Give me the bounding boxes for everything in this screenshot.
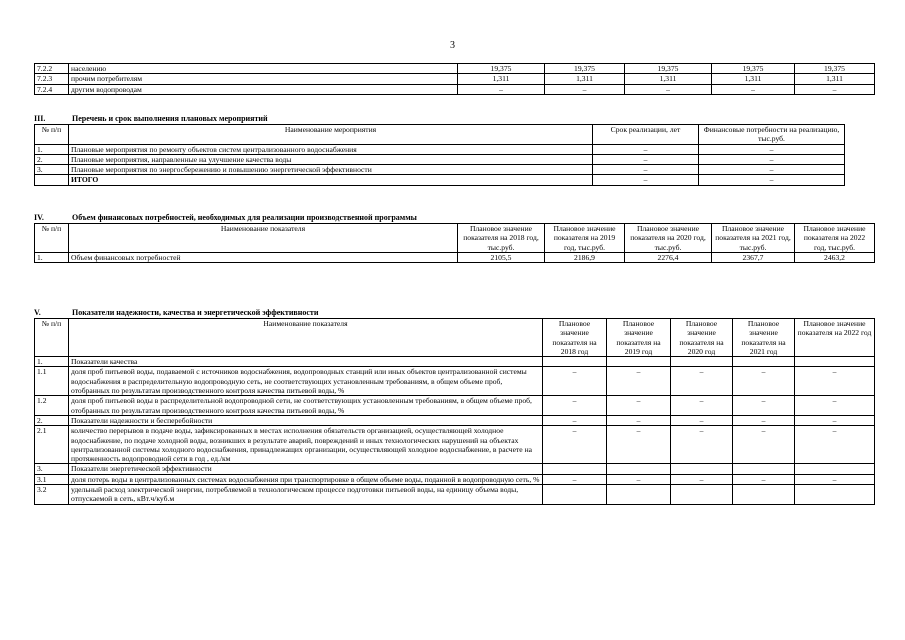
row-value: 19,375 (712, 64, 795, 74)
row-name: прочим потребителям (69, 74, 458, 84)
row-value: – (607, 426, 671, 464)
table-row (35, 485, 875, 505)
table-row (35, 396, 875, 416)
row-term: – (593, 144, 699, 154)
table-row (35, 144, 845, 154)
row-value: – (671, 396, 733, 416)
row-value: – (795, 415, 875, 425)
row-number: 3. (35, 464, 69, 474)
section4-table (34, 223, 875, 263)
row-value: 19,375 (795, 64, 875, 74)
row-value: – (733, 415, 795, 425)
row-value (671, 464, 733, 474)
section4-number: IV. (34, 213, 44, 222)
row-value (607, 485, 671, 505)
section3-number: III. (34, 114, 46, 123)
row-value: – (733, 396, 795, 416)
row-value: – (607, 396, 671, 416)
row-value: – (607, 474, 671, 484)
row-name: количество перерывов в подаче воды, зафиксированных в местах исполнения обязательств организацией, осуществляющей холодное водоснабжение, по подаче холодной воды, возникших в результате аварий, повреждений и иных технологических нарушений на объектах централизованной системы холодного водоснабжения, принадлежащих организации, осуществляющей холодное водоснабжение, в расчете на протяженность водопроводной сети в год , ед./км (69, 426, 543, 464)
row-value: 2276,4 (625, 252, 712, 262)
s3-header-name: Наименование мероприятия (69, 125, 593, 145)
table-row (35, 64, 875, 74)
row-value (671, 485, 733, 505)
s5-header-year: Плановое значение показателя на 2018 год (543, 319, 607, 357)
row-value: – (607, 367, 671, 396)
row-name: другим водопроводам (69, 84, 458, 94)
row-finance: – (699, 165, 845, 175)
section5-number: V. (34, 308, 41, 317)
row-name: Плановые мероприятия, направленные на улучшение качества воды (69, 154, 593, 164)
row-value: 1,311 (458, 74, 545, 84)
row-value (795, 485, 875, 505)
row-value (733, 485, 795, 505)
section3-heading (34, 114, 268, 123)
row-value: – (543, 474, 607, 484)
row-value (733, 357, 795, 367)
row-value: – (671, 426, 733, 464)
top-table (34, 63, 875, 95)
row-term: – (593, 154, 699, 164)
row-value: – (733, 474, 795, 484)
section4-heading (34, 213, 417, 222)
row-value (607, 357, 671, 367)
row-value: – (671, 415, 733, 425)
table-row (35, 357, 875, 367)
row-value: – (712, 84, 795, 94)
row-finance: – (699, 154, 845, 164)
section5-table (34, 318, 875, 505)
row-value: – (795, 474, 875, 484)
row-value: – (795, 367, 875, 396)
row-finance: – (699, 144, 845, 154)
section3-title: Перечень и срок выполнения плановых мероприятий (72, 114, 268, 123)
s5-header-year: Плановое значение показателя на 2022 год (795, 319, 875, 357)
row-number: 3. (35, 165, 69, 175)
row-value (543, 485, 607, 505)
row-value (671, 357, 733, 367)
row-number: 1. (35, 144, 69, 154)
table-row (35, 252, 875, 262)
section5-heading (34, 308, 318, 317)
row-value: 2105,5 (458, 252, 545, 262)
row-value: – (795, 426, 875, 464)
table-row (35, 165, 845, 175)
s4-header-year: Плановое значение показателя на 2021 год, тыс.руб. (712, 224, 795, 253)
row-value (733, 464, 795, 474)
row-value: – (733, 367, 795, 396)
s4-header-year: Плановое значение показателя на 2018 год, тыс.руб. (458, 224, 545, 253)
row-name: Объем финансовых потребностей (69, 252, 458, 262)
row-name: доля проб питьевой воды, подаваемой с источников водоснабжения, водопроводных станций или иных объектов централизованной системы водоснабжения в распределительную водопроводную сеть, не соответствующих установленным требованиям, в общем объеме проб, отобранных по результатам производственного контроля качества питьевой воды, % (69, 367, 543, 396)
row-value: 2186,9 (545, 252, 625, 262)
s4-header-name: Наименование показателя (69, 224, 458, 253)
row-number: 7.2.3 (35, 74, 69, 84)
table-row (35, 474, 875, 484)
row-number: 2.1 (35, 426, 69, 464)
page-number: 3 (450, 40, 455, 51)
row-number: 1.2 (35, 396, 69, 416)
table-row (35, 367, 875, 396)
row-name: Плановые мероприятия по ремонту объектов систем централизованного водоснабжения (69, 144, 593, 154)
s5-header-year: Плановое значение показателя на 2021 год (733, 319, 795, 357)
row-name: Показатели качества (69, 357, 543, 367)
row-term: – (593, 165, 699, 175)
table-row (35, 74, 875, 84)
row-number: 1. (35, 252, 69, 262)
row-value: – (545, 84, 625, 94)
row-value: – (543, 426, 607, 464)
s5-header-year: Плановое значение показателя на 2020 год (671, 319, 733, 357)
row-value (543, 464, 607, 474)
row-value: – (795, 84, 875, 94)
row-value: 19,375 (545, 64, 625, 74)
table-row (35, 84, 875, 94)
table-row (35, 464, 875, 474)
table-row (35, 415, 875, 425)
row-value: – (671, 367, 733, 396)
table-row (35, 154, 845, 164)
row-value: 1,311 (795, 74, 875, 84)
row-value: 19,375 (458, 64, 545, 74)
row-value: – (625, 84, 712, 94)
row-name: ИТОГО (69, 175, 593, 185)
row-value: 1,311 (625, 74, 712, 84)
row-number: 1.1 (35, 367, 69, 396)
section3-table (34, 124, 845, 186)
s4-header-num: № п/п (35, 224, 69, 253)
s5-header-year: Плановое значение показателя на 2019 год (607, 319, 671, 357)
s3-header-finance: Финансовые потребности на реализацию, тыс.руб. (699, 125, 845, 145)
row-value: 1,311 (545, 74, 625, 84)
row-value (607, 464, 671, 474)
row-value: – (671, 474, 733, 484)
row-name: доля потерь воды в централизованных системах водоснабжения при транспортировке в общем объеме воды, поданной в водопроводную сеть, % (69, 474, 543, 484)
row-name: Плановые мероприятия по энергосбережению и повышению энергетической эффективности (69, 165, 593, 175)
row-number: 2. (35, 415, 69, 425)
row-value: – (543, 415, 607, 425)
row-value: 19,375 (625, 64, 712, 74)
row-number: 2. (35, 154, 69, 164)
s4-header-year: Плановое значение показателя на 2020 год, тыс.руб. (625, 224, 712, 253)
s5-header-num: № п/п (35, 319, 69, 357)
row-value: – (607, 415, 671, 425)
row-number: 7.2.4 (35, 84, 69, 94)
s5-header-name: Наименование показателя (69, 319, 543, 357)
row-number: 7.2.2 (35, 64, 69, 74)
row-value: 1,311 (712, 74, 795, 84)
row-name: Показатели надежности и бесперебойности (69, 415, 543, 425)
section4-title: Объем финансовых потребностей, необходимых для реализации производственной программы (72, 213, 417, 222)
s3-header-term: Срок реализации, лет (593, 125, 699, 145)
row-name: населению (69, 64, 458, 74)
row-value: – (795, 396, 875, 416)
row-value (795, 357, 875, 367)
s4-header-year: Плановое значение показателя на 2019 год, тыс.руб. (545, 224, 625, 253)
row-value: – (543, 396, 607, 416)
row-term: – (593, 175, 699, 185)
row-number (35, 175, 69, 185)
row-number: 3.2 (35, 485, 69, 505)
row-name: Показатели энергетической эффективности (69, 464, 543, 474)
s3-header-num: № п/п (35, 125, 69, 145)
row-name: удельный расход электрической энергии, потребляемой в технологическом процессе подготовки питьевой воды, на единицу объема воды, отпускаемой в сеть, кВт.ч/куб.м (69, 485, 543, 505)
row-value: 2367,7 (712, 252, 795, 262)
section5-title: Показатели надежности, качества и энергетической эффективности (72, 308, 319, 317)
row-value: – (733, 426, 795, 464)
row-number: 1. (35, 357, 69, 367)
row-value: – (458, 84, 545, 94)
row-name: доля проб питьевой воды в распределительной водопроводной сети, не соответствующих установленным требованиям, в общем объеме проб, отобранных по результатам производственного контроля качества питьевой воды, % (69, 396, 543, 416)
row-finance: – (699, 175, 845, 185)
row-value: 2463,2 (795, 252, 875, 262)
row-value: – (543, 367, 607, 396)
table-row (35, 426, 875, 464)
row-value (795, 464, 875, 474)
row-value (543, 357, 607, 367)
s4-header-year: Плановое значение показателя на 2022 год, тыс.руб. (795, 224, 875, 253)
row-number: 3.1 (35, 474, 69, 484)
table-row (35, 175, 845, 185)
